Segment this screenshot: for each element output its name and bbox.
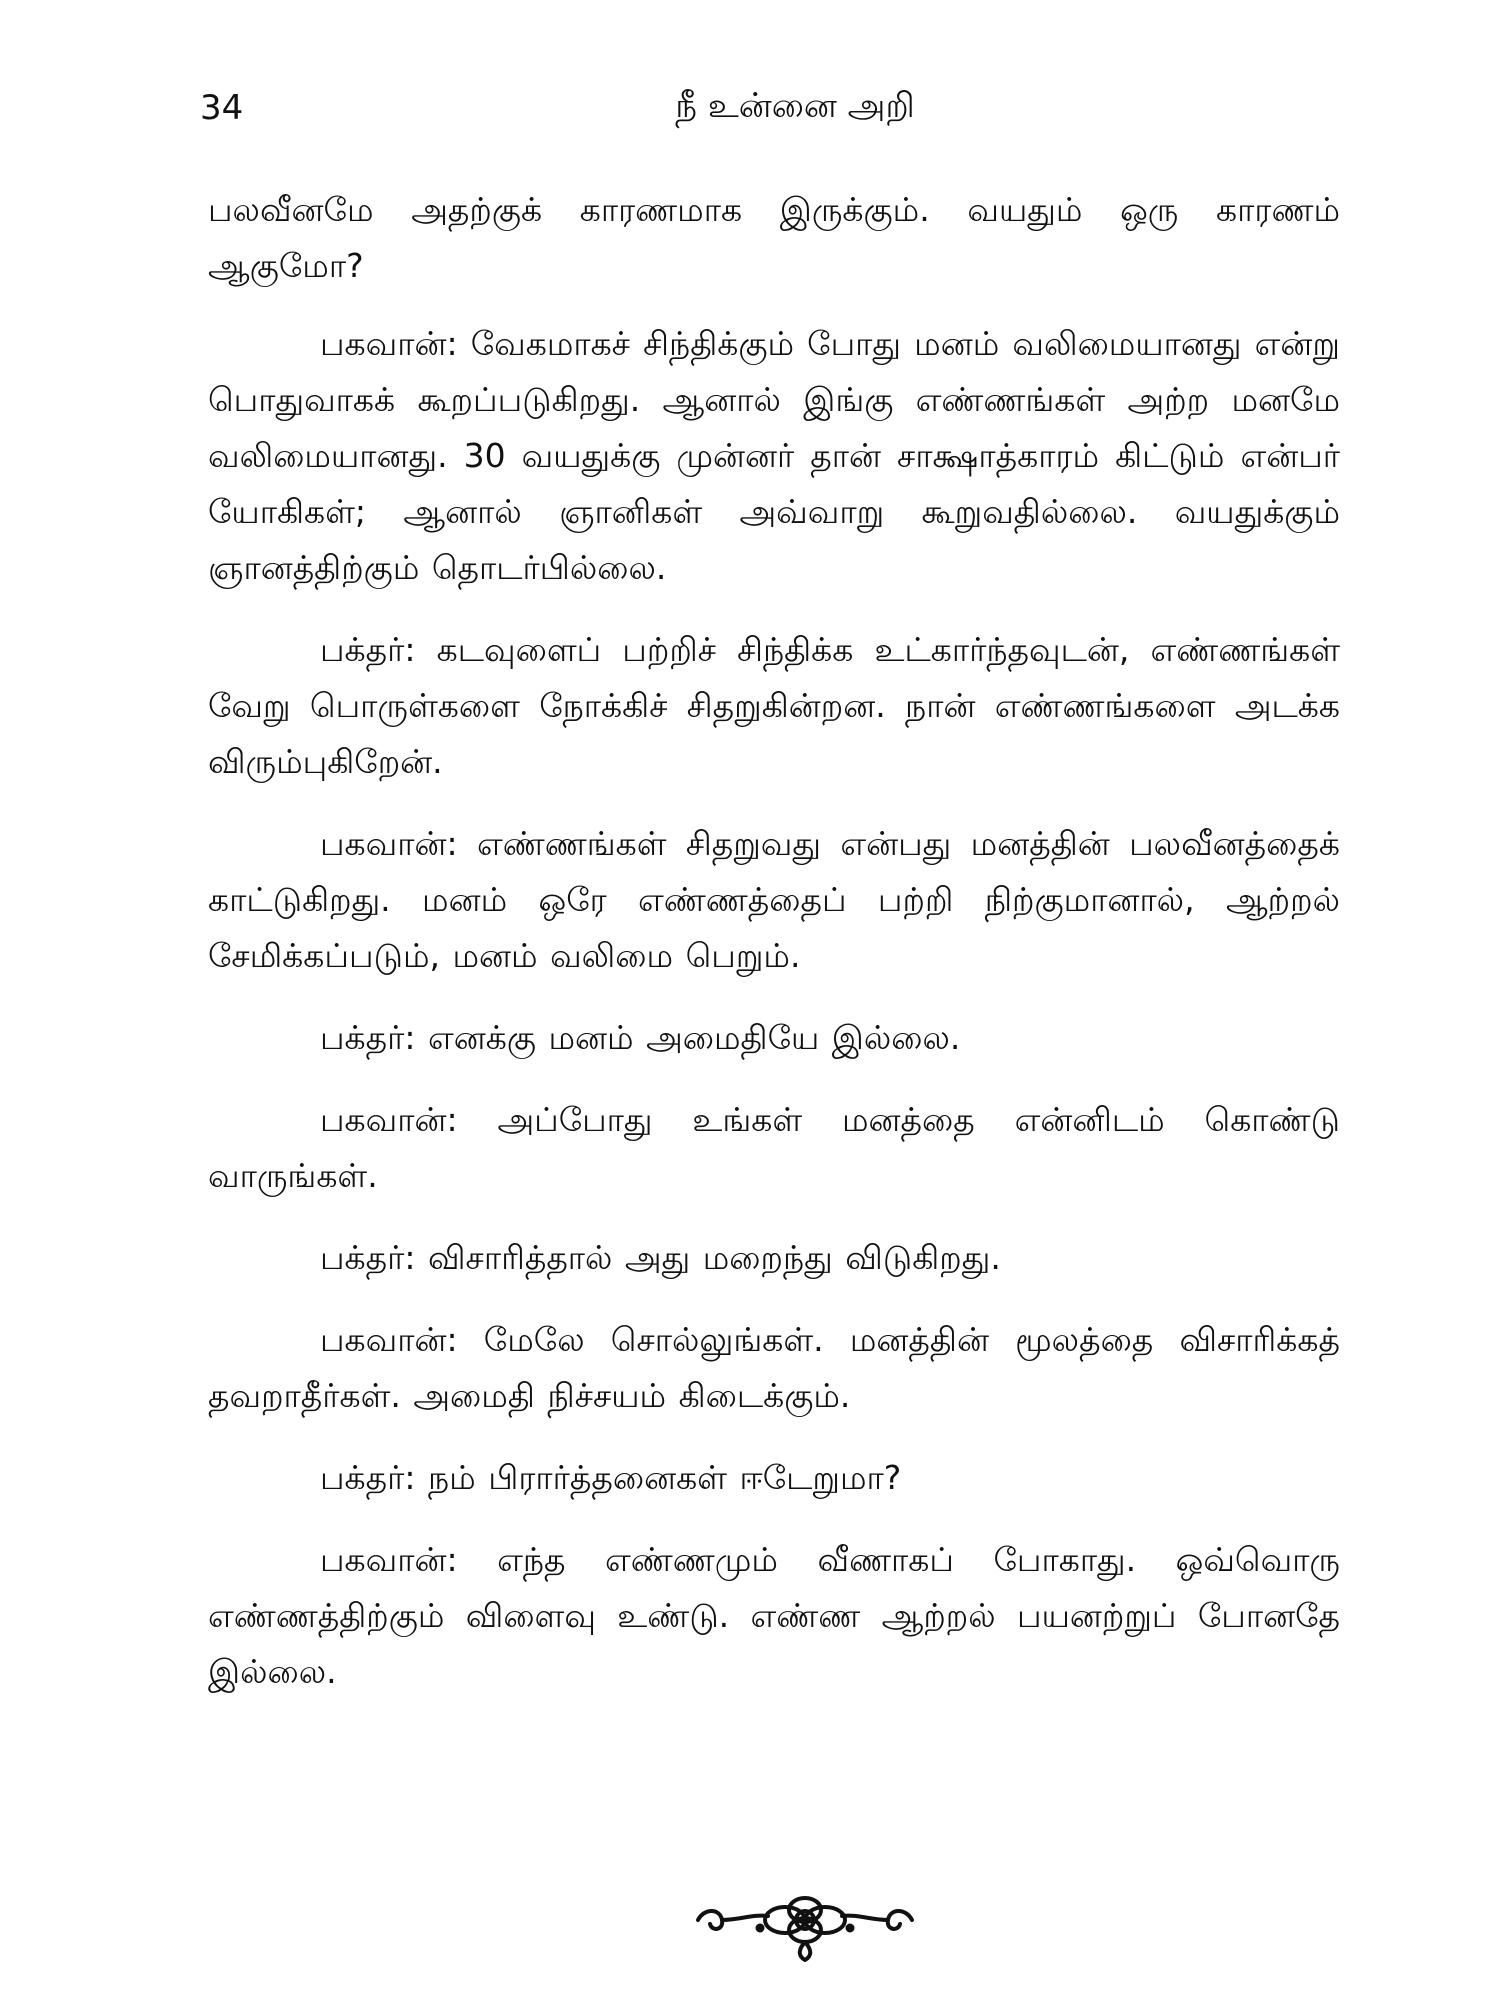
paragraph-devotee: பக்தர்: விசாரித்தால் அது மறைந்து விடுகிறது.: [320, 1238, 1001, 1277]
paragraph-bhagavan: பகவான்: அப்போது உங்கள் மனத்தை என்னிடம் கொண்டு வாருங்கள்.: [208, 1100, 1340, 1195]
paragraph-devotee: பக்தர்: நம் பிரார்த்தனைகள் ஈடேறுமா?: [320, 1458, 902, 1497]
paragraph-devotee: பக்தர்: எனக்கு மனம் அமைதியே இல்லை.: [320, 1018, 961, 1057]
body-text: [208, 182, 1340, 1726]
paragraph-devotee: பக்தர்: கடவுளைப் பற்றிச் சிந்திக்க உட்கார்ந்தவுடன், எண்ணங்கள் வேறு பொருள்களை நோக்கிச் சிதறுகின்றன. நான் எண்ணங்களை அடக்க விரும்புகிறேன்.: [208, 630, 1340, 781]
page-number: 34: [200, 88, 244, 128]
paragraph-bhagavan: பகவான்: மேலே சொல்லுங்கள். மனத்தின் மூலத்தை விசாரிக்கத் தவறாதீர்கள். அமைதி நிச்சயம் கிடைக்கும்.: [208, 1320, 1340, 1415]
running-title: நீ உன்னை அறி: [675, 86, 915, 126]
decorative-flourish-icon: [690, 1880, 920, 1970]
paragraph-bhagavan: பகவான்: எண்ணங்கள் சிதறுவது என்பது மனத்தின் பலவீனத்தைக் காட்டுகிறது. மனம் ஒரே எண்ணத்தைப் பற்றி நிற்குமானால், ஆற்றல் சேமிக்கப்படும், மனம் வலிமை பெறும்.: [208, 824, 1340, 975]
paragraph-continuation: பலவீனமே அதற்குக் காரணமாக இருக்கும். வயதும் ஒரு காரணம் ஆகுமோ?: [208, 190, 1340, 285]
paragraph-bhagavan: பகவான்: எந்த எண்ணமும் வீணாகப் போகாது. ஒவ்வொரு எண்ணத்திற்கும் விளைவு உண்டு. எண்ண ஆற்றல் பயனற்றுப் போனதே இல்லை.: [208, 1540, 1340, 1691]
paragraph-bhagavan: பகவான்: வேகமாகச் சிந்திக்கும் போது மனம் வலிமையானது என்று பொதுவாகக் கூறப்படுகிறது. ஆனால் இங்கு எண்ணங்கள் அற்ற மனமே வலிமையானது. 30 வயதுக்கு முன்னர் தான் சாக்ஷாத்காரம் கிட்டும் என்பர் யோகிகள்; ஆனால் ஞானிகள் அவ்வாறு கூறுவதில்லை. வயதுக்கும் ஞானத்திற்கும் தொடர்பில்லை.: [208, 324, 1340, 587]
